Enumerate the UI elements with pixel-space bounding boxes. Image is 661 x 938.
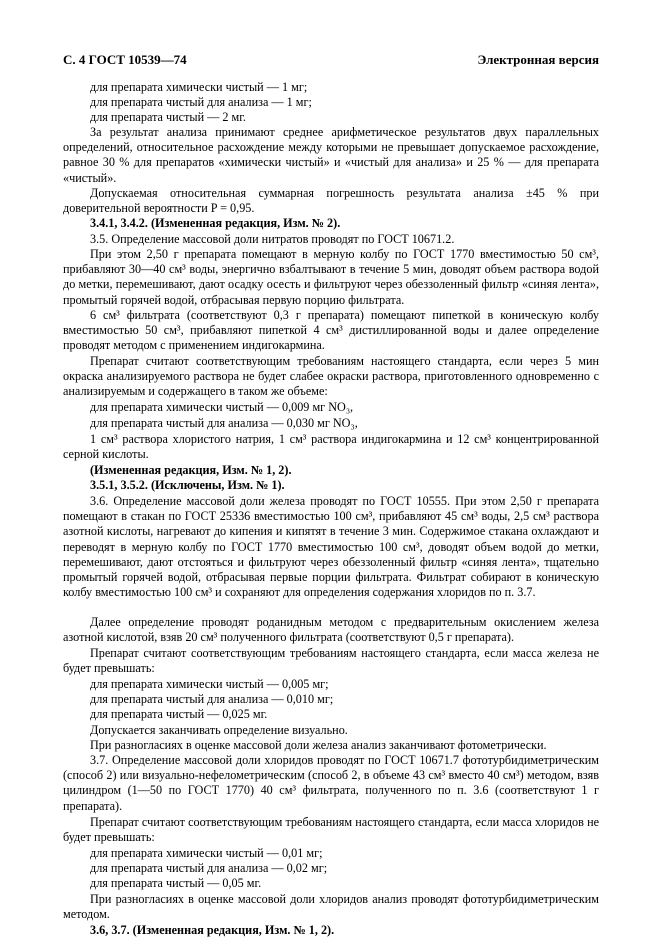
paragraph: Допускается заканчивать определение визуально. — [90, 723, 348, 737]
amendment-note: 3.4.1, 3.4.2. (Измененная редакция, Изм. № 2). — [90, 216, 341, 230]
paragraph: 3.6. Определение массовой доли железа проводят по ГОСТ 10555. При этом 2,50 г препарата помещают в стакан по ГОСТ 25336 вместимостью 100 см³, прибавляют 45 см³ воды, 2,5 см³ раствора азотной кислоты, нагревают до кипения и кипятят в течение 3 мин. Содержимое стакана охлаждают и переводят в мерную колбу по ГОСТ 1770 вместимостью 100 см³, доводят объем водой до метки, перемешивают, дают отстояться и фильтруют через обеззоленный фильтр «синяя лента», тщательно промытый горячей водой, отбрасывая первые порции фильтрата. Фильтрат собирают в коническую колбу вместимостью 100 см³ и сохраняют для определения содержания хлоридов по п. 3.7. — [63, 494, 599, 600]
limit-line: для препарата химически чистый — 0,009 мг NO₃, — [90, 400, 354, 414]
paragraph: Препарат считают соответствующим требованиям настоящего стандарта, если масса железа не будет превышать: — [63, 646, 599, 676]
paragraph: При разногласиях в оценке массовой доли хлоридов анализ проводят фототурбидиметрическим методом. — [63, 892, 599, 922]
limit-line: для препарата химически чистый — 0,01 мг; — [90, 846, 323, 860]
limit-line: для препарата чистый для анализа — 0,030 мг NO₃, — [90, 416, 358, 430]
limit-line: для препарата чистый — 2 мг. — [90, 110, 246, 124]
paragraph: За результат анализа принимают среднее арифметическое результатов двух параллельных определений, относительное расхождение между которыми не превышает допускаемое расхождение, равное 30 % для препаратов «химически чистый» и «чистый для анализа» и 25 % — для препарата «чистый». — [63, 125, 599, 185]
limit-line: для препарата чистый для анализа — 0,02 мг; — [90, 861, 328, 875]
limit-line: для препарата чистый — 0,05 мг. — [90, 876, 262, 890]
limit-line: для препарата чистый — 0,025 мг. — [90, 707, 268, 721]
paragraph: 3.7. Определение массовой доли хлоридов проводят по ГОСТ 10671.7 фототурбидиметрическим (способ 2) или визуально-нефелометрическим (способ 2, в объеме 43 см³ вместо 40 см³) методом, взяв цилиндром (1—50 по ГОСТ 1770) 40 см³ фильтрата, полученного по п. 3.6 (соответствуют 1 г препарата). — [63, 753, 599, 813]
paragraph: Препарат считают соответствующим требованиям настоящего стандарта, если через 5 мин окраска анализируемого раствора не будет слабее окраски раствора, приготовленного одновременно с анализируемым и содержащего в таком же объеме: — [63, 354, 599, 399]
page-header-left: С. 4 ГОСТ 10539—74 — [63, 52, 187, 67]
paragraph: Препарат считают соответствующим требованиям настоящего стандарта, если масса хлоридов не будет превышать: — [63, 815, 599, 845]
paragraph: При этом 2,50 г препарата помещают в мерную колбу по ГОСТ 1770 вместимостью 50 см³, прибавляют 30—40 см³ воды, энергично взбалтывают в течение 5 мин, доводят объем раствора водой до метки, перемешивают, дают осадку осесть и фильтруют через обеззоленный фильтр «синяя лента», промытый горячей водой, отбрасывая первую порцию фильтрата. — [63, 247, 599, 307]
amendment-note: 3.6, 3.7. (Измененная редакция, Изм. № 1, 2). — [90, 923, 335, 937]
limit-line: для препарата чистый для анализа — 1 мг; — [90, 95, 312, 109]
limit-line: для препарата чистый для анализа — 0,010 мг; — [90, 692, 334, 706]
limit-line: для препарата химически чистый — 1 мг; — [90, 80, 308, 94]
limit-line: для препарата химически чистый — 0,005 мг; — [90, 677, 329, 691]
page-header-right: Электронная версия — [477, 52, 599, 67]
section-heading: 3.5. Определение массовой доли нитратов проводят по ГОСТ 10671.2. — [90, 232, 455, 246]
paragraph: Далее определение проводят роданидным методом с предварительным окислением железа азотной кислотой, взяв 20 см³ полученного фильтрата (соответствуют 0,5 г препарата). — [63, 615, 599, 645]
paragraph: Допускаемая относительная суммарная погрешность результата анализа ±45 % при доверительной вероятности P = 0,95. — [63, 186, 599, 216]
paragraph: 6 см³ фильтрата (соответствуют 0,3 г препарата) помещают пипеткой в коническую колбу вместимостью 50 см³, прибавляют пипеткой 4 см³ дистиллированной воды и далее определение проводят методом с применением индигокармина. — [63, 308, 599, 353]
amendment-note: (Измененная редакция, Изм. № 1, 2). — [90, 463, 292, 477]
amendment-note: 3.5.1, 3.5.2. (Исключены, Изм. № 1). — [90, 478, 285, 492]
paragraph: 1 см³ раствора хлористого натрия, 1 см³ раствора индигокармина и 12 см³ концентрированной серной кислоты. — [63, 432, 599, 462]
paragraph: При разногласиях в оценке массовой доли железа анализ заканчивают фотометрически. — [90, 738, 547, 752]
